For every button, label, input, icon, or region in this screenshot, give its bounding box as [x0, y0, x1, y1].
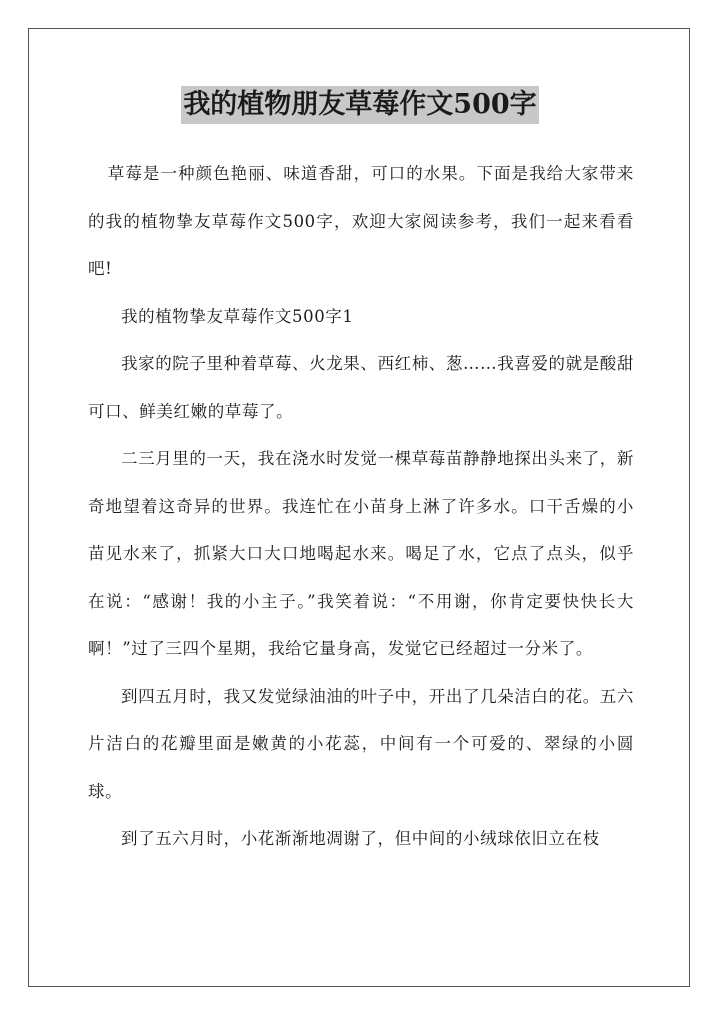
- document-body: [88, 150, 634, 863]
- body-paragraph: 到四五月时，我又发觉绿油油的叶子中，开出了几朵洁白的花。五六片洁白的花瓣里面是嫩黄的小花蕊，中间有一个可爱的、翠绿的小圆球。: [88, 686, 634, 801]
- title-container: [0, 86, 720, 124]
- body-paragraph: 二三月里的一天，我在浇水时发觉一棵草莓苗静静地探出头来了，新奇地望着这奇异的世界。我连忙在小苗身上淋了许多水。口干舌燥的小苗见水来了，抓紧大口大口地喝起水来。喝足了水，它点了点头，似乎在说：“感谢！我的小主子。”我笑着说：“不用谢，你肯定要快快长大啊！”过了三四个星期，我给它量身高，发觉它已经超过一分米了。: [88, 449, 634, 658]
- intro-paragraph: 草莓是一种颜色艳丽、味道香甜，可口的水果。下面是我给大家带来的我的植物挚友草莓作文500字，欢迎大家阅读参考，我们一起来看看吧!: [88, 164, 634, 278]
- body-paragraph: 到了五六月时，小花渐渐地凋谢了，但中间的小绒球依旧立在枝: [121, 829, 600, 848]
- body-paragraph: 我家的院子里种着草莓、火龙果、西红柿、葱……我喜爱的就是酸甜可口、鲜美红嫩的草莓了。: [88, 354, 634, 421]
- document-title: 我的植物朋友草莓作文500字: [181, 86, 538, 124]
- section-heading: 我的植物挚友草莓作文500字1: [121, 306, 354, 326]
